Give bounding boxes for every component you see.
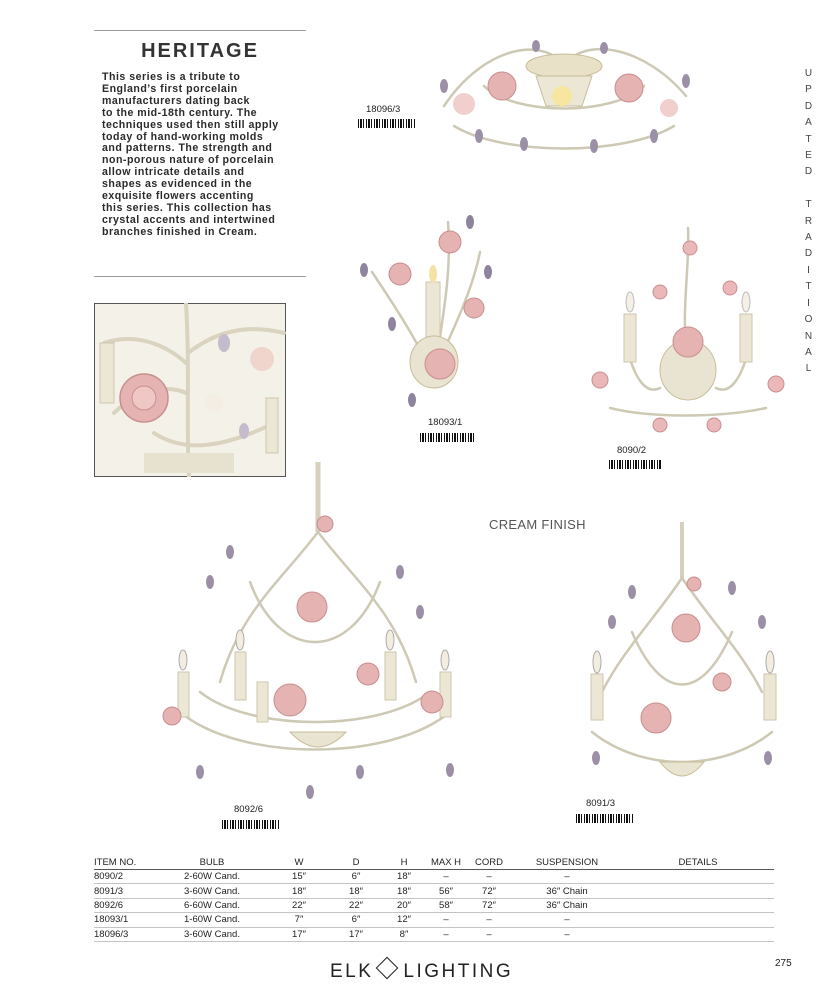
sku-18096-3: 18096/3 — [366, 104, 401, 115]
col-header-suspension: SUSPENSION — [512, 856, 622, 870]
table-cell: 12″ — [382, 913, 426, 927]
brand-name-right: LIGHTING — [403, 961, 514, 982]
table-header-row — [94, 856, 774, 870]
table-cell: 2-60W Cand. — [156, 870, 268, 884]
table-cell — [622, 913, 774, 927]
specs-table — [94, 856, 774, 942]
table-cell — [622, 870, 774, 884]
sku-8092-6: 8092/6 — [234, 804, 264, 815]
table-cell: 1-60W Cand. — [156, 913, 268, 927]
table-row — [94, 870, 774, 884]
table-row — [94, 898, 774, 912]
table-cell: 3-60W Cand. — [156, 884, 268, 898]
table-cell: – — [512, 927, 622, 941]
table-cell: 18″ — [382, 884, 426, 898]
table-cell: 18″ — [330, 884, 382, 898]
table-cell: 18093/1 — [94, 913, 156, 927]
table-cell: 6″ — [330, 870, 382, 884]
page-number: 275 — [775, 958, 792, 969]
table-cell: 58″ — [426, 898, 466, 912]
table-cell: 22″ — [330, 898, 382, 912]
table-cell: – — [426, 913, 466, 927]
col-header-details: DETAILS — [622, 856, 774, 870]
col-header-max-h: MAX H — [426, 856, 466, 870]
col-header-w: W — [268, 856, 330, 870]
intro-bottom-rule — [94, 276, 306, 277]
table-cell: – — [466, 927, 512, 941]
table-row — [94, 927, 774, 941]
product-photo-8091-3 — [572, 522, 788, 796]
table-cell: 22″ — [268, 898, 330, 912]
table-cell — [622, 884, 774, 898]
barcode-8092-6 — [222, 820, 280, 829]
table-row — [94, 913, 774, 927]
table-cell: 6″ — [330, 913, 382, 927]
top-rule — [94, 30, 306, 31]
barcode-18093-1 — [420, 433, 476, 442]
table-cell: 36″ Chain — [512, 898, 622, 912]
table-row — [94, 884, 774, 898]
col-header-h: H — [382, 856, 426, 870]
table-cell: 56″ — [426, 884, 466, 898]
table-cell: – — [426, 870, 466, 884]
table-cell: 72″ — [466, 884, 512, 898]
table-cell: 18″ — [268, 884, 330, 898]
table-cell: 17″ — [330, 927, 382, 941]
table-cell: 36″ Chain — [512, 884, 622, 898]
product-photo-8090-2 — [590, 218, 786, 436]
table-cell: 6-60W Cand. — [156, 898, 268, 912]
sidebar-letters: U P D A T E D T R A D I T I O N A L — [804, 68, 814, 375]
detail-photo — [94, 303, 286, 477]
vertical-sidebar-label — [797, 66, 821, 378]
table-cell — [622, 927, 774, 941]
brand-name-left: ELK — [330, 961, 374, 982]
table-cell: 8090/2 — [94, 870, 156, 884]
table-cell: 18″ — [382, 870, 426, 884]
diamond-icon — [376, 957, 399, 980]
table-cell: 8092/6 — [94, 898, 156, 912]
table-cell: 17″ — [268, 927, 330, 941]
sku-18093-1: 18093/1 — [428, 417, 463, 428]
table-cell: – — [426, 927, 466, 941]
table-cell — [622, 898, 774, 912]
col-header-cord: CORD — [466, 856, 512, 870]
table-cell: – — [466, 913, 512, 927]
table-cell: 18096/3 — [94, 927, 156, 941]
barcode-8090-2 — [609, 460, 661, 469]
sku-8091-3: 8091/3 — [586, 798, 616, 809]
table-cell: 7″ — [268, 913, 330, 927]
sku-8090-2: 8090/2 — [617, 445, 647, 456]
product-photo-18096-3 — [424, 26, 704, 166]
table-cell: 3-60W Cand. — [156, 927, 268, 941]
table-cell: – — [512, 913, 622, 927]
product-photo-18093-1 — [352, 212, 498, 412]
series-title: HERITAGE — [141, 40, 259, 62]
table-cell: 72″ — [466, 898, 512, 912]
table-cell: – — [466, 870, 512, 884]
col-header-bulb: BULB — [156, 856, 268, 870]
barcode-8091-3 — [576, 814, 634, 823]
table-cell: – — [512, 870, 622, 884]
table-cell: 8″ — [382, 927, 426, 941]
table-cell: 8091/3 — [94, 884, 156, 898]
product-photo-8092-6 — [160, 462, 470, 802]
finish-label: CREAM FINISH — [489, 517, 586, 532]
col-header-d: D — [330, 856, 382, 870]
series-description: This series is a tribute to England’s first porcelain manufacturers dating back to the mid-18th century. The techniques used then still apply today of hand-working molds and patterns. The strength and non-porous nature of porcelain allow intricate details and shapes as evidenced in the exquisite flowers accenting this series. This collection has crystal accents and intertwined branches finished in Cream. — [102, 71, 279, 238]
table-cell: 15″ — [268, 870, 330, 884]
table-cell: 20″ — [382, 898, 426, 912]
brand-logo — [330, 960, 513, 983]
barcode-18096-3 — [358, 119, 416, 128]
col-header-item-no: ITEM NO. — [94, 856, 156, 870]
